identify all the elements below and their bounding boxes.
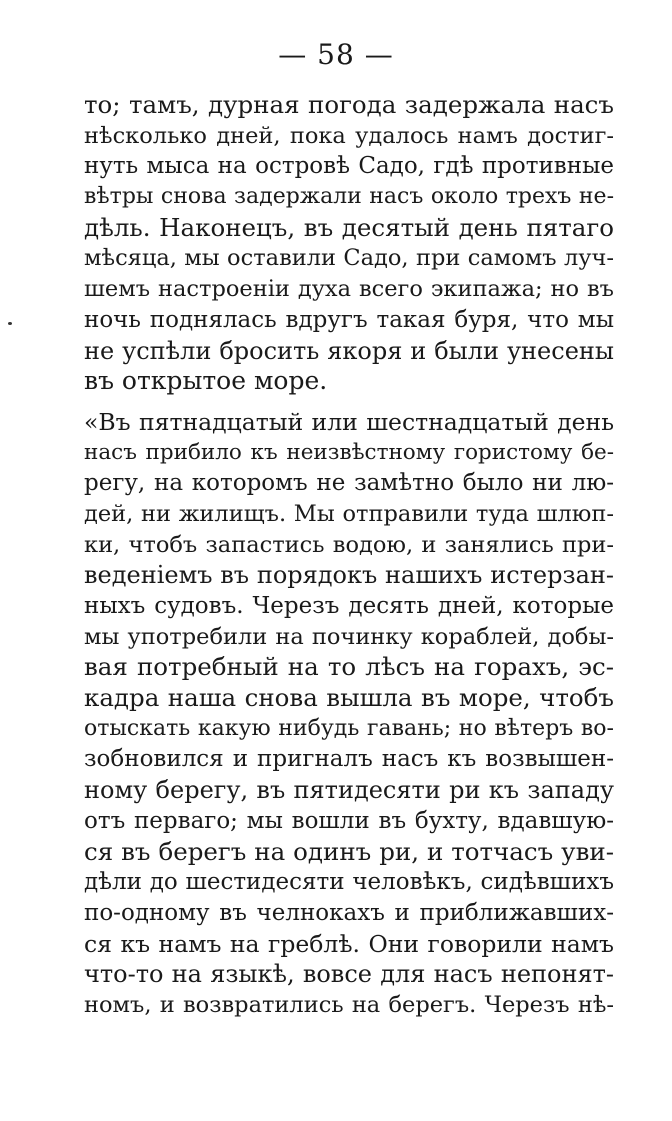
text-line: зобновился и пригналъ насъ къ возвышен- bbox=[84, 746, 614, 773]
text-line: мѣсяца, мы оставили Садо, при самомъ луч- bbox=[84, 245, 614, 272]
text-line: не успѣли бросить якоря и были унесены bbox=[84, 336, 614, 365]
text-line: отыскать какую нибудь гавань; но вѣтеръ во- bbox=[84, 715, 614, 741]
text-line: дѣль. Наконецъ, въ десятый день пятаго bbox=[84, 212, 614, 242]
text-line: мы употребили на починку кораблей, добы- bbox=[84, 623, 614, 650]
text-line: дей, ни жилищъ. Мы отправили туда шлюп- bbox=[84, 500, 614, 527]
text-line: въ открытое море. bbox=[84, 366, 328, 396]
text-line: кадра наша снова вышла въ море, чтобъ bbox=[84, 683, 614, 713]
paragraph-gap bbox=[84, 397, 614, 407]
page-number: — 58 — bbox=[278, 38, 394, 71]
print-speck bbox=[8, 322, 12, 325]
text-line: ныхъ судовъ. Черезъ десять дней, которые bbox=[84, 593, 614, 619]
text-line: насъ прибило къ неизвѣстному гористому бе- bbox=[84, 439, 614, 465]
text-line: ночь поднялась вдругъ такая буря, что мы bbox=[84, 306, 614, 333]
text-line: вѣтры снова задержали насъ около трехъ не- bbox=[84, 184, 614, 210]
text-line: ки, чтобъ запастись водою, и занялись при- bbox=[84, 531, 614, 558]
text-line: отъ перваго; мы вошли въ бухту, вдавшую- bbox=[84, 807, 614, 834]
text-line: ному берегу, въ пятидесяти ри къ западу bbox=[84, 776, 614, 805]
text-line: веденіемъ въ порядокъ нашихъ истерзан- bbox=[84, 561, 614, 590]
text-line: регу, на которомъ не замѣтно было ни лю- bbox=[84, 470, 614, 497]
text-line: «Въ пятнадцатый или шестнадцатый день bbox=[84, 407, 614, 436]
text-line: по-одному въ челнокахъ и приближавших- bbox=[84, 899, 614, 926]
body-text bbox=[84, 90, 614, 1021]
text-line: номъ, и возвратились на берегъ. Черезъ нѣ- bbox=[84, 991, 614, 1018]
text-line: что-то на языкѣ, вовсе для насъ непонят- bbox=[84, 960, 614, 989]
text-line: шемъ настроеніи духа всего экипажа; но въ bbox=[84, 276, 614, 303]
paragraph-1 bbox=[84, 90, 614, 397]
text-line: дѣли до шестидесяти человѣкъ, сидѣвшихъ bbox=[84, 869, 614, 896]
paragraph-2 bbox=[84, 407, 614, 1021]
text-line: ся въ берегъ на одинъ ри, и тотчасъ уви- bbox=[84, 836, 614, 866]
text-line: нѣсколько дней, пока удалось намъ достиг- bbox=[84, 122, 614, 149]
text-line: нуть мыса на островѣ Садо, гдѣ противные bbox=[84, 153, 614, 180]
text-line: ся къ намъ на греблѣ. Они говорили намъ bbox=[84, 929, 614, 958]
text-line: вая потребный на то лѣсъ на горахъ, эс- bbox=[84, 652, 614, 682]
text-line: то; тамъ, дурная погода задержала насъ bbox=[84, 90, 614, 119]
